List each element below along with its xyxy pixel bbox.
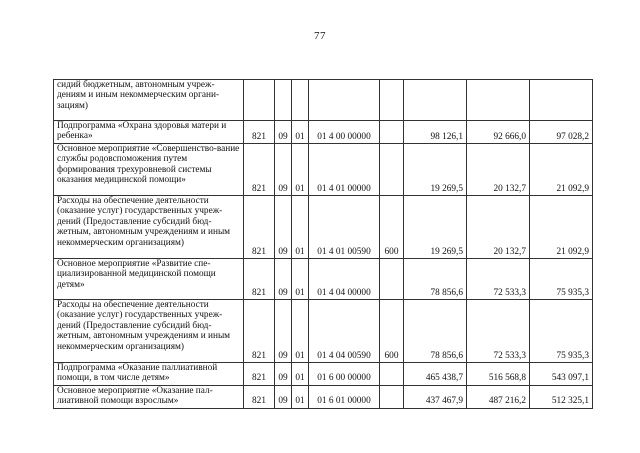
table-row <box>54 300 593 363</box>
section-code-cell: 09 <box>275 363 292 386</box>
amount-year-1-cell: 78 856,6 <box>404 259 467 300</box>
subsection-code-cell: 01 <box>292 300 309 363</box>
table-row <box>54 196 593 259</box>
target-article-cell: 01 4 01 00000 <box>309 144 380 196</box>
expense-type-cell: 600 <box>380 196 404 259</box>
section-code-cell <box>275 80 292 121</box>
amount-year-3-cell: 512 325,1 <box>530 385 593 408</box>
row-name-cell: Основное мероприятие «Оказание пал-лиативной помощи взрослым» <box>54 385 244 408</box>
expense-type-cell <box>380 121 404 144</box>
table-row <box>54 259 593 300</box>
row-name-cell: сидий бюджетным, автономным учреж-дениям и иным некоммерческим органи-зациям) <box>54 80 244 121</box>
section-code-cell: 09 <box>275 121 292 144</box>
amount-year-3-cell: 543 097,1 <box>530 363 593 386</box>
table-body <box>54 80 593 409</box>
ministry-code-cell: 821 <box>244 121 275 144</box>
ministry-code-cell: 821 <box>244 363 275 386</box>
row-name-cell: Основное мероприятие «Развитие спе-циализированной медицинской помощи детям» <box>54 259 244 300</box>
ministry-code-cell: 821 <box>244 196 275 259</box>
amount-year-2-cell: 72 533,3 <box>467 300 530 363</box>
target-article-cell: 01 4 00 00000 <box>309 121 380 144</box>
ministry-code-cell: 821 <box>244 300 275 363</box>
page-number: 77 <box>314 30 326 42</box>
amount-year-3-cell: 75 935,3 <box>530 259 593 300</box>
amount-year-1-cell: 465 438,7 <box>404 363 467 386</box>
subsection-code-cell: 01 <box>292 196 309 259</box>
target-article-cell: 01 4 04 00000 <box>309 259 380 300</box>
budget-table <box>53 79 593 409</box>
expense-type-cell <box>380 144 404 196</box>
row-name-cell: Подпрограмма «Охрана здоровья матери и ребенка» <box>54 121 244 144</box>
section-code-cell: 09 <box>275 385 292 408</box>
expense-type-cell <box>380 385 404 408</box>
amount-year-1-cell: 19 269,5 <box>404 144 467 196</box>
subsection-code-cell: 01 <box>292 259 309 300</box>
target-article-cell: 01 4 04 00590 <box>309 300 380 363</box>
table-row <box>54 80 593 121</box>
section-code-cell: 09 <box>275 259 292 300</box>
amount-year-2-cell: 72 533,3 <box>467 259 530 300</box>
subsection-code-cell: 01 <box>292 144 309 196</box>
amount-year-1-cell: 437 467,9 <box>404 385 467 408</box>
amount-year-2-cell: 20 132,7 <box>467 196 530 259</box>
subsection-code-cell <box>292 80 309 121</box>
row-name-cell: Подпрограмма «Оказание паллиативной помощи, в том числе детям» <box>54 363 244 386</box>
ministry-code-cell <box>244 80 275 121</box>
target-article-cell <box>309 80 380 121</box>
subsection-code-cell: 01 <box>292 363 309 386</box>
row-name-cell: Расходы на обеспечение деятельности (оказание услуг) государственных учреж-дений (Предоставление субсидий бюд-жетным, автономным учреждениям и иным некоммерческим организациям) <box>54 196 244 259</box>
amount-year-2-cell: 516 568,8 <box>467 363 530 386</box>
row-name-cell: Расходы на обеспечение деятельности (оказание услуг) государственных учреж-дений (Предоставление субсидий бюд-жетным, автономным учреждениям и иным некоммерческим организациям) <box>54 300 244 363</box>
amount-year-1-cell: 98 126,1 <box>404 121 467 144</box>
section-code-cell: 09 <box>275 144 292 196</box>
subsection-code-cell: 01 <box>292 385 309 408</box>
expense-type-cell: 600 <box>380 300 404 363</box>
amount-year-3-cell: 21 092,9 <box>530 196 593 259</box>
amount-year-1-cell <box>404 80 467 121</box>
table-row <box>54 385 593 408</box>
target-article-cell: 01 4 01 00590 <box>309 196 380 259</box>
amount-year-1-cell: 78 856,6 <box>404 300 467 363</box>
amount-year-3-cell: 97 028,2 <box>530 121 593 144</box>
table-row <box>54 121 593 144</box>
ministry-code-cell: 821 <box>244 144 275 196</box>
amount-year-2-cell: 487 216,2 <box>467 385 530 408</box>
amount-year-3-cell: 21 092,9 <box>530 144 593 196</box>
table-row <box>54 363 593 386</box>
amount-year-3-cell <box>530 80 593 121</box>
amount-year-2-cell <box>467 80 530 121</box>
amount-year-3-cell: 75 935,3 <box>530 300 593 363</box>
row-name-cell: Основное мероприятие «Совершенство-вание службы родовспоможения путем формирования трехуровневой системы оказания медицинской помощи» <box>54 144 244 196</box>
amount-year-2-cell: 92 666,0 <box>467 121 530 144</box>
subsection-code-cell: 01 <box>292 121 309 144</box>
section-code-cell: 09 <box>275 300 292 363</box>
ministry-code-cell: 821 <box>244 259 275 300</box>
table-row <box>54 144 593 196</box>
target-article-cell: 01 6 01 00000 <box>309 385 380 408</box>
amount-year-2-cell: 20 132,7 <box>467 144 530 196</box>
expense-type-cell <box>380 80 404 121</box>
expense-type-cell <box>380 259 404 300</box>
section-code-cell: 09 <box>275 196 292 259</box>
ministry-code-cell: 821 <box>244 385 275 408</box>
target-article-cell: 01 6 00 00000 <box>309 363 380 386</box>
amount-year-1-cell: 19 269,5 <box>404 196 467 259</box>
expense-type-cell <box>380 363 404 386</box>
